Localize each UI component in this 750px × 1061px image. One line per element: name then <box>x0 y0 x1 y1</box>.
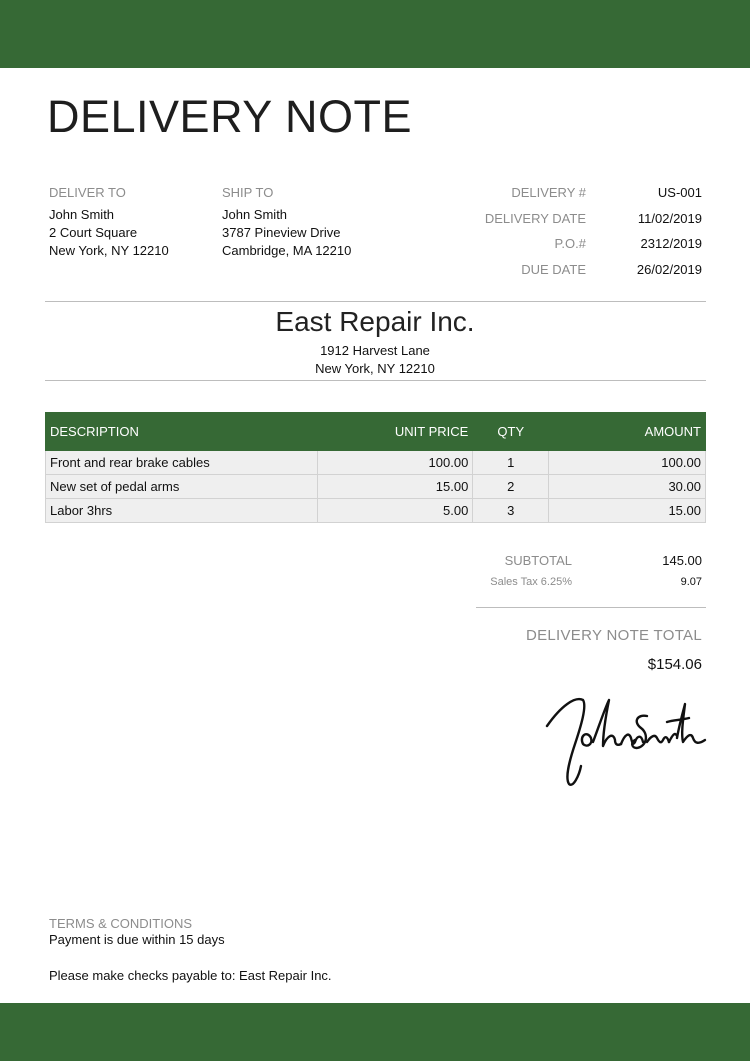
cell-amount: 100.00 <box>549 451 706 475</box>
deliver-to-block <box>49 185 169 260</box>
table-row <box>46 475 706 499</box>
items-table <box>45 412 706 523</box>
cell-description: New set of pedal arms <box>46 475 318 499</box>
table-header-row <box>46 413 706 451</box>
cell-description: Front and rear brake cables <box>46 451 318 475</box>
meta-value: 26/02/2019 <box>636 261 702 277</box>
signature-image <box>543 686 708 791</box>
tax-label: Sales Tax 6.25% <box>490 576 572 588</box>
meta-delivery-number <box>420 185 702 211</box>
deliver-to-city: New York, NY 12210 <box>49 243 169 258</box>
terms-line-2: Please make checks payable to: East Repair Inc. <box>49 968 332 983</box>
table-row <box>46 499 706 523</box>
meta-value: 11/02/2019 <box>637 210 702 226</box>
header-band <box>0 0 750 68</box>
meta-label: P.O.# <box>554 236 586 251</box>
meta-label: DUE DATE <box>521 261 586 277</box>
deliver-to-name: John Smith <box>49 207 115 222</box>
terms-line-1: Payment is due within 15 days <box>49 932 225 947</box>
ship-to-city: Cambridge, MA 12210 <box>222 243 352 258</box>
cell-amount: 15.00 <box>549 499 706 523</box>
meta-label: DELIVERY # <box>511 185 586 200</box>
grand-total-label: DELIVERY NOTE TOTAL <box>525 627 702 644</box>
meta-value: US-001 <box>657 185 702 200</box>
company-street: 1912 Harvest Lane <box>320 343 430 358</box>
footer-band <box>0 1003 750 1061</box>
cell-unit-price: 15.00 <box>317 475 473 499</box>
table-row <box>46 451 706 475</box>
cell-description: Labor 3hrs <box>46 499 318 523</box>
header-description: DESCRIPTION <box>46 413 318 451</box>
cell-amount: 30.00 <box>549 475 706 499</box>
ship-to-label: SHIP TO <box>222 185 274 200</box>
subtotal-row <box>440 553 702 568</box>
meta-due-date <box>420 262 702 288</box>
divider-company <box>45 380 706 381</box>
meta-label: DELIVERY DATE <box>484 210 586 226</box>
document-title: DELIVERY NOTE <box>47 91 412 142</box>
tax-value: 9.07 <box>680 576 702 588</box>
deliver-to-label: DELIVER TO <box>49 185 126 200</box>
meta-delivery-date <box>420 211 702 237</box>
grand-total-value: $154.06 <box>647 656 702 673</box>
delivery-meta <box>420 185 702 287</box>
terms-label: TERMS & CONDITIONS <box>49 916 193 931</box>
cell-qty: 2 <box>473 475 549 499</box>
header-amount: AMOUNT <box>549 413 706 451</box>
header-unit-price: UNIT PRICE <box>317 413 473 451</box>
terms-block <box>49 916 332 985</box>
subtotal-label: SUBTOTAL <box>504 553 572 568</box>
tax-row <box>440 576 702 588</box>
company-city: New York, NY 12210 <box>315 361 435 376</box>
cell-qty: 1 <box>473 451 549 475</box>
cell-unit-price: 100.00 <box>317 451 473 475</box>
subtotal-value: 145.00 <box>662 553 702 568</box>
header-qty: QTY <box>473 413 549 451</box>
divider-top <box>45 301 706 302</box>
ship-to-street: 3787 Pineview Drive <box>222 225 341 240</box>
cell-qty: 3 <box>473 499 549 523</box>
deliver-to-street: 2 Court Square <box>49 225 138 240</box>
ship-to-name: John Smith <box>222 207 288 222</box>
ship-to-block <box>222 185 351 260</box>
meta-po-number <box>420 236 702 262</box>
company-name: East Repair Inc. <box>275 306 475 337</box>
cell-unit-price: 5.00 <box>317 499 473 523</box>
meta-value: 2312/2019 <box>640 236 702 251</box>
divider-totals <box>476 607 706 608</box>
